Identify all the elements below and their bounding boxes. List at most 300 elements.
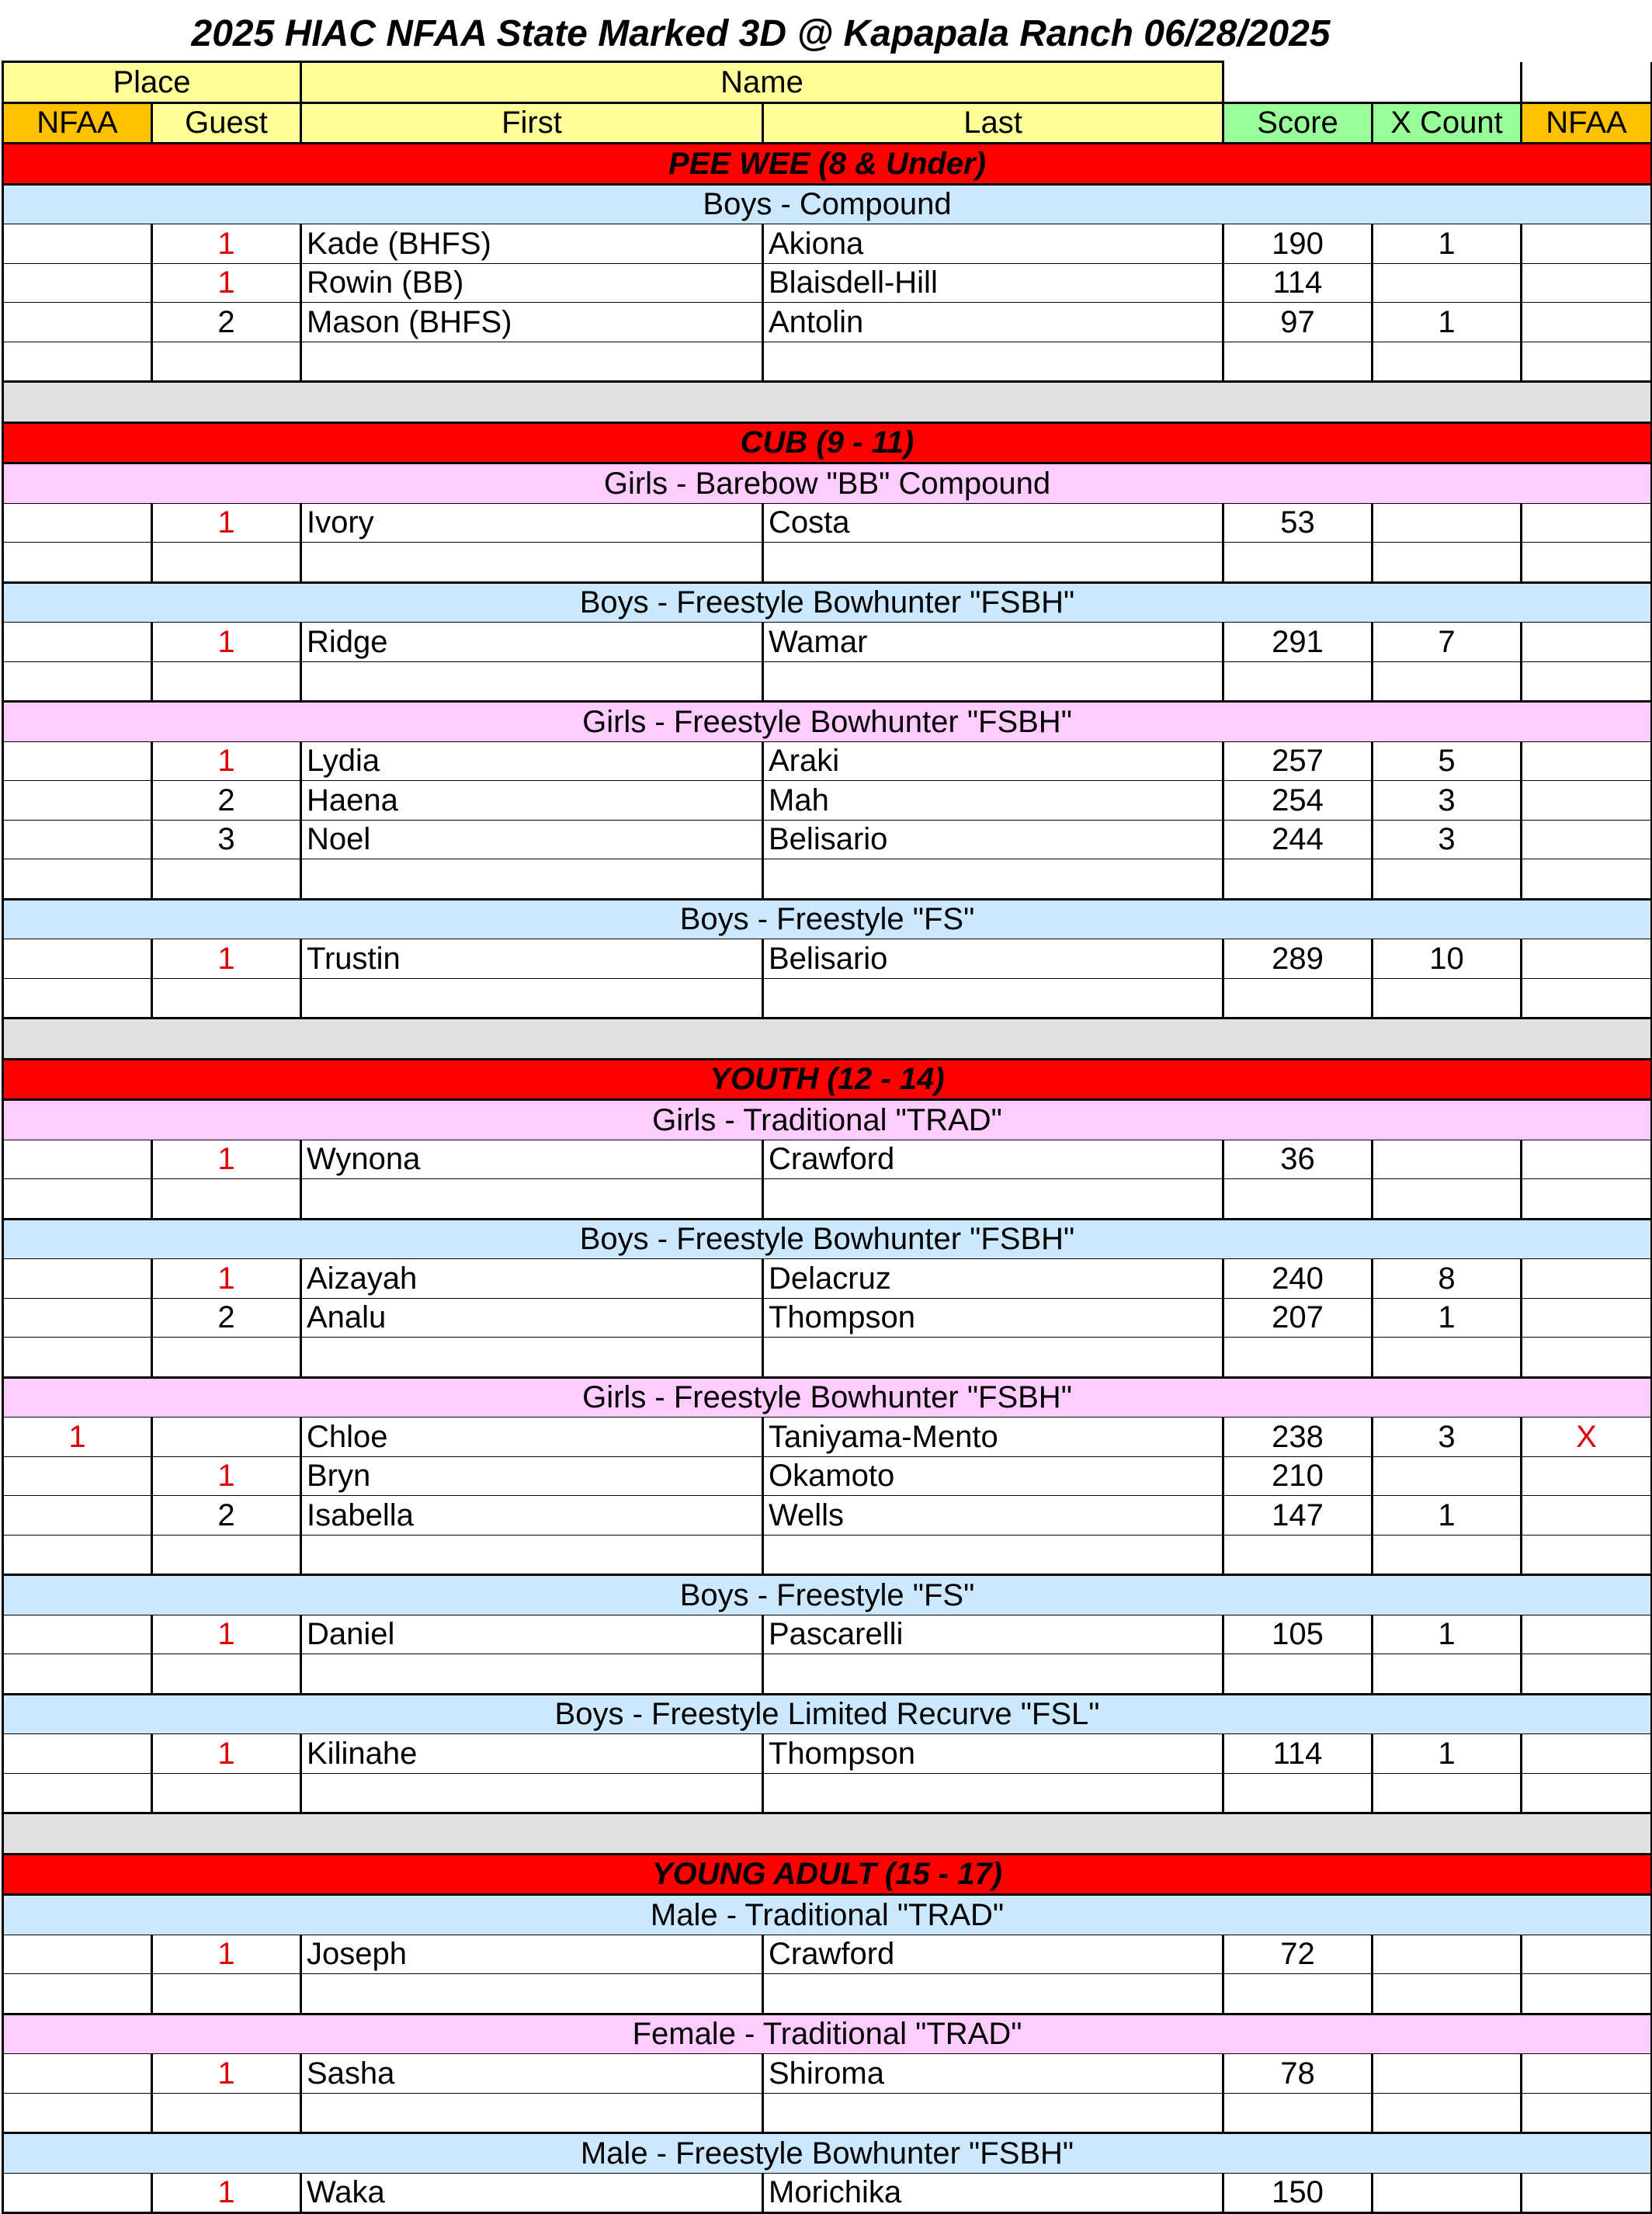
table-row (3, 1535, 1652, 1575)
first-name-cell (301, 1654, 763, 1695)
last-name-cell (763, 859, 1223, 900)
nfaa-place-cell (3, 978, 152, 1019)
score-cell (1223, 1535, 1373, 1575)
first-name-cell: Sasha (301, 2054, 763, 2094)
nfaa-mark-cell (1522, 543, 1652, 583)
division-spacer (3, 1813, 1652, 1855)
last-name-cell: Blaisdell-Hill (763, 263, 1223, 303)
category-label: Boys - Freestyle Bowhunter "FSBH" (3, 582, 1652, 623)
first-name-cell: Mason (BHFS) (301, 303, 763, 342)
nfaa-mark-cell (1522, 859, 1652, 900)
guest-place-cell (152, 1773, 301, 1813)
table-row (3, 503, 1652, 543)
x-count-cell: 1 (1373, 1298, 1522, 1338)
x-count-cell: 3 (1373, 781, 1522, 821)
category-header (3, 899, 1652, 939)
guest-place-cell: 1 (152, 1935, 301, 1974)
guest-place-cell: 1 (152, 503, 301, 543)
x-count-cell: 1 (1373, 1615, 1522, 1654)
first-name-cell: Bryn (301, 1456, 763, 1496)
last-name-cell: Crawford (763, 1140, 1223, 1179)
first-name-cell: Analu (301, 1298, 763, 1338)
last-name-cell (763, 543, 1223, 583)
first-name-cell: Isabella (301, 1496, 763, 1536)
nfaa-place-cell (3, 781, 152, 821)
category-header (3, 1575, 1652, 1615)
last-name-cell: Thompson (763, 1298, 1223, 1338)
score-cell: 78 (1223, 2054, 1373, 2094)
first-name-cell: Waka (301, 2173, 763, 2213)
first-name-cell: Wynona (301, 1140, 763, 1179)
table-row (3, 224, 1652, 264)
guest-place-cell: 1 (152, 1615, 301, 1654)
category-label: Boys - Freestyle "FS" (3, 899, 1652, 939)
table-row (3, 781, 1652, 821)
category-header (3, 1895, 1652, 1935)
nfaa-place-cell (3, 741, 152, 781)
score-cell: 72 (1223, 1935, 1373, 1974)
guest-place-cell (152, 1418, 301, 1457)
guest-place-cell: 1 (152, 1140, 301, 1179)
first-name-cell (301, 1974, 763, 2014)
nfaa-mark-cell (1522, 661, 1652, 702)
page-title: 2025 HIAC NFAA State Marked 3D @ Kapapala Ranch 06/28/2025 (191, 13, 1331, 54)
nfaa-place-cell (3, 820, 152, 859)
last-name-cell: Belisario (763, 939, 1223, 979)
last-name-cell: Costa (763, 503, 1223, 543)
table-row (3, 1615, 1652, 1654)
nfaa-mark-cell (1522, 1140, 1652, 1179)
x-count-cell (1373, 342, 1522, 382)
category-header (3, 1377, 1652, 1418)
header-first: First (301, 102, 763, 144)
x-count-cell (1373, 2173, 1522, 2213)
category-label: Boys - Freestyle Bowhunter "FSBH" (3, 1219, 1652, 1259)
first-name-cell: Joseph (301, 1935, 763, 1974)
guest-place-cell: 1 (152, 741, 301, 781)
last-name-cell: Shiroma (763, 2054, 1223, 2094)
guest-place-cell: 1 (152, 939, 301, 979)
guest-place-cell: 1 (152, 263, 301, 303)
category-header (3, 184, 1652, 224)
first-name-cell (301, 543, 763, 583)
header-nfaa: NFAA (3, 102, 152, 144)
table-row (3, 1456, 1652, 1496)
nfaa-place-cell (3, 1734, 152, 1774)
nfaa-place-cell (3, 939, 152, 979)
guest-place-cell (152, 1654, 301, 1695)
nfaa-mark-cell (1522, 1496, 1652, 1536)
spacer-cell (3, 1813, 1652, 1855)
table-row (3, 820, 1652, 859)
nfaa-place-cell (3, 1298, 152, 1338)
x-count-cell (1373, 263, 1522, 303)
last-name-cell: Pascarelli (763, 1615, 1223, 1654)
x-count-cell (1373, 1179, 1522, 1220)
score-cell: 238 (1223, 1418, 1373, 1457)
table-row (3, 1496, 1652, 1536)
x-count-cell (1373, 1140, 1522, 1179)
x-count-cell (1373, 543, 1522, 583)
table-row (3, 2054, 1652, 2094)
nfaa-mark-cell (1522, 2173, 1652, 2213)
table-row (3, 741, 1652, 781)
nfaa-place-cell (3, 263, 152, 303)
first-name-cell: Lydia (301, 741, 763, 781)
first-name-cell: Rowin (BB) (301, 263, 763, 303)
nfaa-place-cell (3, 2173, 152, 2213)
first-name-cell (301, 1338, 763, 1378)
division-spacer (3, 382, 1652, 423)
category-label: Boys - Freestyle Limited Recurve "FSL" (3, 1694, 1652, 1734)
category-label: Girls - Freestyle Bowhunter "FSBH" (3, 1377, 1652, 1418)
division-spacer (3, 1019, 1652, 1060)
spacer-cell (3, 1019, 1652, 1060)
first-name-cell (301, 978, 763, 1019)
x-count-cell (1373, 1935, 1522, 1974)
score-cell: 147 (1223, 1496, 1373, 1536)
guest-place-cell (152, 342, 301, 382)
category-header (3, 582, 1652, 623)
nfaa-mark-cell (1522, 623, 1652, 662)
header-row-columns (3, 102, 1652, 144)
nfaa-mark-cell (1522, 978, 1652, 1019)
nfaa-place-cell (3, 661, 152, 702)
category-label: Girls - Freestyle Bowhunter "FSBH" (3, 702, 1652, 742)
nfaa-place-cell (3, 1496, 152, 1536)
x-count-cell: 1 (1373, 224, 1522, 264)
x-count-cell: 3 (1373, 820, 1522, 859)
score-cell: 150 (1223, 2173, 1373, 2213)
table-row (3, 1418, 1652, 1457)
table-row (3, 1734, 1652, 1774)
nfaa-place-cell (3, 1974, 152, 2014)
nfaa-place-cell (3, 2093, 152, 2133)
category-header (3, 463, 1652, 504)
x-count-cell: 1 (1373, 1734, 1522, 1774)
first-name-cell: Trustin (301, 939, 763, 979)
nfaa-mark-cell (1522, 939, 1652, 979)
first-name-cell (301, 1179, 763, 1220)
nfaa-mark-cell (1522, 1456, 1652, 1496)
header-blank (1223, 62, 1522, 103)
last-name-cell: Antolin (763, 303, 1223, 342)
x-count-cell (1373, 2054, 1522, 2094)
header-nfaa-right: NFAA (1522, 102, 1652, 144)
nfaa-mark-cell (1522, 503, 1652, 543)
last-name-cell: Taniyama-Mento (763, 1418, 1223, 1457)
category-label: Male - Freestyle Bowhunter "FSBH" (3, 2133, 1652, 2174)
first-name-cell (301, 342, 763, 382)
table-row (3, 1654, 1652, 1695)
guest-place-cell: 1 (152, 1734, 301, 1774)
division-header (3, 1854, 1652, 1895)
nfaa-mark-cell (1522, 1974, 1652, 2014)
nfaa-mark-cell (1522, 1179, 1652, 1220)
nfaa-mark-cell: X (1522, 1418, 1652, 1457)
first-name-cell: Haena (301, 781, 763, 821)
x-count-cell (1373, 503, 1522, 543)
x-count-cell (1373, 1773, 1522, 1813)
x-count-cell (1373, 978, 1522, 1019)
category-header (3, 1219, 1652, 1259)
table-row (3, 978, 1652, 1019)
header-row-group (3, 62, 1652, 103)
last-name-cell (763, 342, 1223, 382)
last-name-cell: Wamar (763, 623, 1223, 662)
guest-place-cell: 1 (152, 224, 301, 264)
division-label: CUB (9 - 11) (3, 422, 1652, 463)
nfaa-place-cell (3, 1179, 152, 1220)
category-label: Female - Traditional "TRAD" (3, 2014, 1652, 2054)
category-header (3, 2133, 1652, 2174)
guest-place-cell: 2 (152, 1298, 301, 1338)
nfaa-place-cell (3, 1773, 152, 1813)
last-name-cell: Okamoto (763, 1456, 1223, 1496)
score-cell: 53 (1223, 503, 1373, 543)
header-blank-right (1522, 62, 1652, 103)
x-count-cell: 10 (1373, 939, 1522, 979)
score-cell: 105 (1223, 1615, 1373, 1654)
last-name-cell (763, 1179, 1223, 1220)
nfaa-place-cell (3, 623, 152, 662)
nfaa-place-cell (3, 1140, 152, 1179)
category-header (3, 702, 1652, 742)
table-row (3, 1974, 1652, 2014)
table-row (3, 543, 1652, 583)
guest-place-cell: 2 (152, 1496, 301, 1536)
score-cell: 289 (1223, 939, 1373, 979)
score-cell: 244 (1223, 820, 1373, 859)
guest-place-cell (152, 2093, 301, 2133)
table-row (3, 1140, 1652, 1179)
nfaa-place-cell (3, 503, 152, 543)
guest-place-cell: 1 (152, 1259, 301, 1299)
nfaa-place-cell (3, 1535, 152, 1575)
x-count-cell (1373, 1654, 1522, 1695)
first-name-cell (301, 661, 763, 702)
table-row (3, 303, 1652, 342)
table-row (3, 2093, 1652, 2133)
score-cell (1223, 661, 1373, 702)
table-row (3, 1338, 1652, 1378)
guest-place-cell: 1 (152, 1456, 301, 1496)
guest-place-cell: 1 (152, 2173, 301, 2213)
last-name-cell: Araki (763, 741, 1223, 781)
division-label: YOUNG ADULT (15 - 17) (3, 1854, 1652, 1895)
guest-place-cell (152, 859, 301, 900)
nfaa-mark-cell (1522, 1298, 1652, 1338)
last-name-cell (763, 1338, 1223, 1378)
table-row (3, 1773, 1652, 1813)
nfaa-mark-cell (1522, 820, 1652, 859)
table-row (3, 661, 1652, 702)
nfaa-place-cell (3, 1935, 152, 1974)
score-cell: 257 (1223, 741, 1373, 781)
first-name-cell: Ivory (301, 503, 763, 543)
last-name-cell: Morichika (763, 2173, 1223, 2213)
last-name-cell (763, 1535, 1223, 1575)
first-name-cell: Ridge (301, 623, 763, 662)
score-cell (1223, 2093, 1373, 2133)
first-name-cell: Aizayah (301, 1259, 763, 1299)
nfaa-place-cell (3, 342, 152, 382)
header-guest: Guest (152, 102, 301, 144)
score-cell: 207 (1223, 1298, 1373, 1338)
nfaa-mark-cell (1522, 1773, 1652, 1813)
first-name-cell: Chloe (301, 1418, 763, 1457)
score-cell: 36 (1223, 1140, 1373, 1179)
guest-place-cell (152, 1974, 301, 2014)
x-count-cell (1373, 859, 1522, 900)
x-count-cell (1373, 1456, 1522, 1496)
division-label: PEE WEE (8 & Under) (3, 144, 1652, 185)
results-body (3, 144, 1652, 2213)
nfaa-mark-cell (1522, 2093, 1652, 2133)
first-name-cell (301, 859, 763, 900)
header-place: Place (3, 62, 301, 103)
division-header (3, 1059, 1652, 1100)
x-count-cell: 8 (1373, 1259, 1522, 1299)
score-cell: 240 (1223, 1259, 1373, 1299)
score-cell (1223, 543, 1373, 583)
x-count-cell (1373, 1535, 1522, 1575)
score-cell (1223, 859, 1373, 900)
x-count-cell: 5 (1373, 741, 1522, 781)
x-count-cell (1373, 2093, 1522, 2133)
category-label: Girls - Barebow "BB" Compound (3, 463, 1652, 504)
nfaa-place-cell (3, 1259, 152, 1299)
guest-place-cell (152, 1338, 301, 1378)
nfaa-place-cell (3, 2054, 152, 2094)
score-cell: 291 (1223, 623, 1373, 662)
results-table (2, 61, 1652, 2214)
last-name-cell (763, 1654, 1223, 1695)
last-name-cell: Delacruz (763, 1259, 1223, 1299)
category-header (3, 1100, 1652, 1140)
last-name-cell (763, 1974, 1223, 2014)
first-name-cell: Daniel (301, 1615, 763, 1654)
nfaa-place-cell (3, 1456, 152, 1496)
table-row (3, 859, 1652, 900)
nfaa-place-cell (3, 1654, 152, 1695)
table-row (3, 263, 1652, 303)
guest-place-cell (152, 1535, 301, 1575)
nfaa-mark-cell (1522, 224, 1652, 264)
nfaa-mark-cell (1522, 1338, 1652, 1378)
guest-place-cell (152, 543, 301, 583)
division-header (3, 422, 1652, 463)
score-cell (1223, 342, 1373, 382)
spacer-cell (3, 382, 1652, 423)
nfaa-mark-cell (1522, 263, 1652, 303)
last-name-cell: Thompson (763, 1734, 1223, 1774)
nfaa-mark-cell (1522, 1654, 1652, 1695)
category-label: Boys - Freestyle "FS" (3, 1575, 1652, 1615)
guest-place-cell: 1 (152, 623, 301, 662)
category-label: Boys - Compound (3, 184, 1652, 224)
table-row (3, 1179, 1652, 1220)
nfaa-mark-cell (1522, 1259, 1652, 1299)
category-label: Girls - Traditional "TRAD" (3, 1100, 1652, 1140)
nfaa-place-cell (3, 543, 152, 583)
table-row (3, 2173, 1652, 2213)
score-cell: 114 (1223, 263, 1373, 303)
x-count-cell: 3 (1373, 1418, 1522, 1457)
header-last: Last (763, 102, 1223, 144)
last-name-cell: Belisario (763, 820, 1223, 859)
x-count-cell (1373, 1338, 1522, 1378)
nfaa-mark-cell (1522, 781, 1652, 821)
header-name: Name (301, 62, 1223, 103)
score-cell (1223, 1179, 1373, 1220)
last-name-cell: Wells (763, 1496, 1223, 1536)
score-cell: 254 (1223, 781, 1373, 821)
table-row (3, 623, 1652, 662)
table-row (3, 939, 1652, 979)
table-row (3, 1935, 1652, 1974)
guest-place-cell (152, 978, 301, 1019)
last-name-cell (763, 661, 1223, 702)
x-count-cell: 1 (1373, 303, 1522, 342)
nfaa-place-cell (3, 1615, 152, 1654)
x-count-cell (1373, 661, 1522, 702)
table-row (3, 342, 1652, 382)
last-name-cell (763, 2093, 1223, 2133)
header-x-count: X Count (1373, 102, 1522, 144)
division-label: YOUTH (12 - 14) (3, 1059, 1652, 1100)
score-cell: 114 (1223, 1734, 1373, 1774)
nfaa-place-cell (3, 1338, 152, 1378)
guest-place-cell (152, 661, 301, 702)
last-name-cell (763, 1773, 1223, 1813)
table-row (3, 1298, 1652, 1338)
nfaa-place-cell (3, 224, 152, 264)
division-header (3, 144, 1652, 185)
guest-place-cell: 3 (152, 820, 301, 859)
nfaa-place-cell (3, 303, 152, 342)
x-count-cell: 1 (1373, 1496, 1522, 1536)
score-cell: 190 (1223, 224, 1373, 264)
first-name-cell (301, 1535, 763, 1575)
header-score: Score (1223, 102, 1373, 144)
last-name-cell: Crawford (763, 1935, 1223, 1974)
score-cell (1223, 1338, 1373, 1378)
first-name-cell: Kilinahe (301, 1734, 763, 1774)
first-name-cell (301, 1773, 763, 1813)
score-cell: 97 (1223, 303, 1373, 342)
nfaa-mark-cell (1522, 1935, 1652, 1974)
last-name-cell: Mah (763, 781, 1223, 821)
nfaa-mark-cell (1522, 741, 1652, 781)
nfaa-mark-cell (1522, 1535, 1652, 1575)
category-header (3, 2014, 1652, 2054)
score-cell: 210 (1223, 1456, 1373, 1496)
category-header (3, 1694, 1652, 1734)
guest-place-cell: 2 (152, 781, 301, 821)
nfaa-mark-cell (1522, 1734, 1652, 1774)
nfaa-mark-cell (1522, 342, 1652, 382)
score-cell (1223, 1773, 1373, 1813)
nfaa-mark-cell (1522, 303, 1652, 342)
last-name-cell (763, 978, 1223, 1019)
nfaa-mark-cell (1522, 1615, 1652, 1654)
nfaa-mark-cell (1522, 2054, 1652, 2094)
guest-place-cell (152, 1179, 301, 1220)
table-row (3, 1259, 1652, 1299)
last-name-cell: Akiona (763, 224, 1223, 264)
first-name-cell: Kade (BHFS) (301, 224, 763, 264)
